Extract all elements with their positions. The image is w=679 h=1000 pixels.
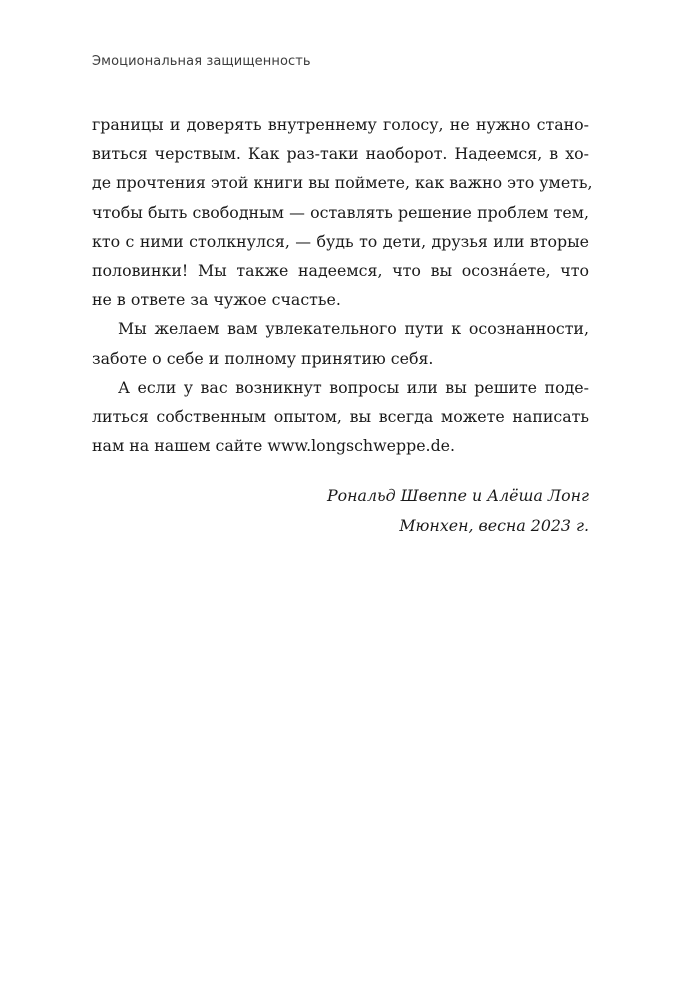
text-line: А если у вас возникнут вопросы или вы решите поде- <box>118 377 589 397</box>
body-text <box>92 110 593 460</box>
text-line: литься собственным опытом, вы всегда можете написать <box>92 406 589 426</box>
text-line: де прочтения этой книги вы поймете, как важно это уметь, <box>92 173 593 193</box>
signature-place-date: Мюнхен, весна 2023 г. <box>399 516 589 535</box>
signature-authors: Рональд Швеппе и Алёша Лонг <box>327 486 589 505</box>
signature <box>327 481 589 541</box>
running-head: Эмоциональная защищенность <box>92 54 311 69</box>
text-line: кто с ними столкнулся, — будь то дети, друзья или вторые <box>92 231 589 251</box>
text-line: границы и доверять внутреннему голосу, не нужно стано- <box>92 115 589 134</box>
text-line: не в ответе за чужое счастье. <box>92 290 341 310</box>
text-line: Мы желаем вам увлекательного пути к осознанности, <box>118 319 589 339</box>
text-line: половинки! Мы также надеемся, что вы осозна́ете, что <box>92 260 589 280</box>
paragraph-1 <box>92 110 593 314</box>
paragraph-3 <box>92 373 589 461</box>
text-line: виться черствым. Как раз-таки наоборот. Надеемся, в хо- <box>92 144 589 164</box>
paragraph-2 <box>92 314 589 372</box>
text-line: чтобы быть свободным — оставлять решение проблем тем, <box>92 202 589 222</box>
text-line: нам на нашем сайте www.longschweppe.de. <box>92 436 456 456</box>
text-line: заботе о себе и полному принятию себя. <box>92 348 434 368</box>
